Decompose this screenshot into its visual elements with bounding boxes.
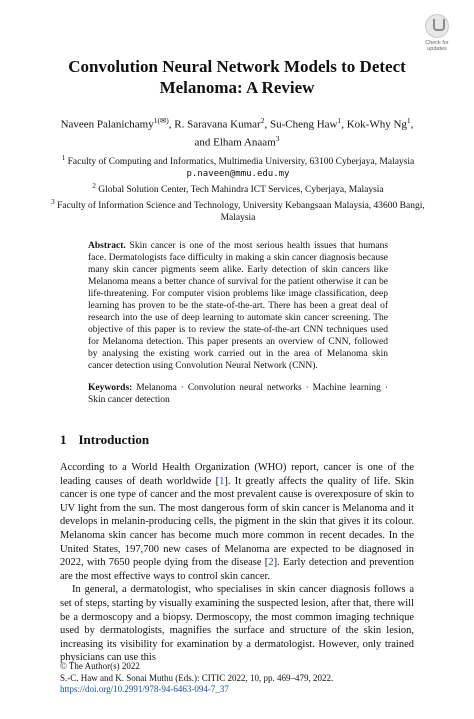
abstract-text: Skin cancer is one of the most serious health issues that humans face. Dermatologists face difficulty in making a skin cancer diagnosis because many skin cancer pigments seem alike. Early detection of skin cancers like Melanoma means a better chance of survival for the patient otherwise it can be life-threatening. For computer vision problems like image classification, deep learning has proven to be the state-of-the-art. There has been a great deal of research into the use of deep learning to automate skin cancer screening. The objective of this paper is to review the state-of-the-art CNN techniques used for Melanoma detection. This paper presents an overview of CNN, followed by analysing the existing work carried out in the area of Melanoma skin cancer detection using Convolution Neural Network (CNN). xyxy=(88,241,389,371)
author-affil-mark: 1 xyxy=(337,116,342,125)
section-title: Introduction xyxy=(78,432,150,447)
affiliation-3: $^3$ Faculty of Information Science and Technology, University Kebangsaan Malaysia, 43600 Bangi, Malaysia xyxy=(51,198,425,224)
check-for-updates-badge[interactable] xyxy=(418,14,456,52)
author-name: R. Saravana Kumar xyxy=(174,118,261,131)
bookmark-icon xyxy=(425,14,449,38)
author-name: Kok-Why Ng xyxy=(346,118,407,131)
author-affil-mark: 3 xyxy=(275,133,280,143)
copyright: © The Author(s) 2022 xyxy=(60,661,140,671)
affiliation-2: $^2$ Global Solution Center, Tech Mahindra ICT Services, Cyberjaya, Malaysia xyxy=(92,182,384,196)
introduction-body xyxy=(60,461,414,665)
abstract-label: Abstract. xyxy=(88,241,126,251)
affiliation-1: $^1$ Faculty of Computing and Informatics, Multimedia University, 63100 Cyberjaya, Malaysia p.naveen@mmu.edu.my xyxy=(61,154,415,180)
keywords-text: Melanoma · Convolution neural networks · Machine learning · Skin cancer detection xyxy=(88,383,389,405)
paper-title: Convolution Neural Network Models to Detect Melanoma: A Review xyxy=(68,57,406,97)
affiliations xyxy=(50,152,426,224)
author-list: Naveen Palanichamy$^{1(✉)}$, R. Saravana Kumar$^2$, Su-Cheng Haw$^1$, Kok-Why Ng$^1$, and Elham Anaam$^3$ xyxy=(60,116,414,149)
author-name: Elham Anaam xyxy=(213,136,276,149)
citation-link[interactable]: 1 xyxy=(219,475,225,487)
keywords xyxy=(88,382,388,406)
author-name: Naveen Palanichamy xyxy=(60,118,154,131)
author-name: Su-Cheng Haw xyxy=(269,118,338,131)
section-heading xyxy=(60,432,149,448)
email-link[interactable]: p.naveen@mmu.edu.my xyxy=(186,169,290,180)
paragraph: In general, a dermatologist, who specialises in skin cancer diagnosis follows a set of steps, starting by visually examining the suspected lesion, after that, there will be a dermoscopy and a biopsy. Dermoscopy, the most common imaging technique used by dermatologists, magnifies the surface and structure of the skin lesion, increasing its visibility for examination by a dermatologist. However, only trained physicians can use this xyxy=(60,584,415,664)
footer xyxy=(60,661,420,696)
paragraph: According to a World Health Organization (WHO) report, cancer is one of the leading causes of death worldwide [1]. It greatly affects the quality of life. Skin cancer is one type of cancer and the most prevalent cause is overexposure of skin to UV light from the sun. The most dangerous form of skin cancer is Melanoma and it develops in melanin-producing cells, the pigment in the skin that gives it its colour. Melanoma skin cancer has become much more common in recent decades. In the United States, 197,700 new cases of Melanoma are expected to be diagnosed in 2022, with 7650 people dying from the disease [2]. Early detection and prevention are the most effective ways to control skin cancer. xyxy=(60,462,414,582)
citation-info: S.-C. Haw and K. Sonai Muthu (Eds.): CITIC 2022, 10, pp. 469–479, 2022. xyxy=(60,672,334,683)
keywords-label: Keywords: xyxy=(88,383,133,393)
author-affil-mark[interactable]: 1(✉) xyxy=(153,116,169,125)
abstract xyxy=(88,240,388,372)
author-affil-mark: 2 xyxy=(260,116,265,125)
citation-link[interactable]: 2 xyxy=(268,557,274,569)
author-affil-mark: 1 xyxy=(406,116,411,125)
doi-link[interactable]: https://doi.org/10.2991/978-94-6463-094-7_37 xyxy=(60,684,229,694)
badge-label: Check for updates xyxy=(425,40,449,52)
section-number: 1 xyxy=(60,432,67,447)
